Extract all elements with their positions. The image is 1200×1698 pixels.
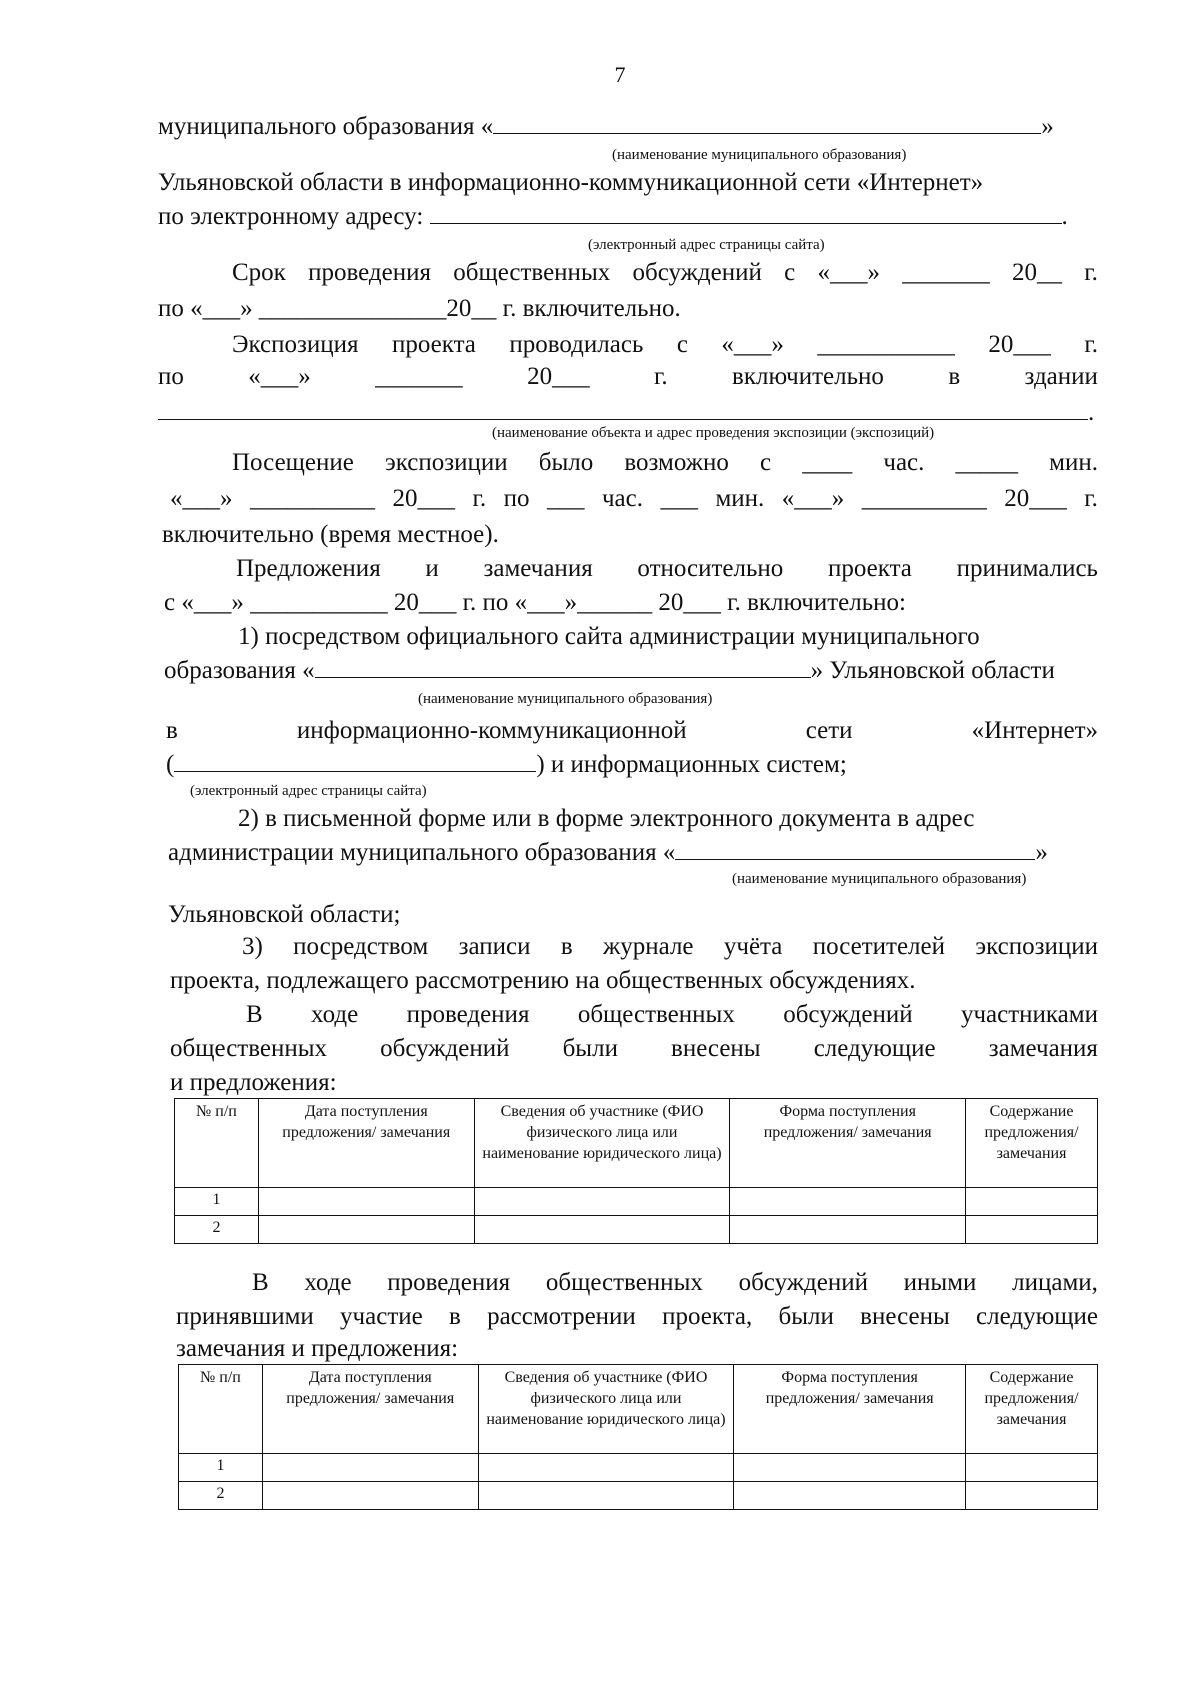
- municipality-line: [158, 112, 1098, 142]
- row-number: 1: [175, 1188, 259, 1216]
- word: ___: [660, 485, 698, 512]
- word: ходе: [304, 1269, 352, 1296]
- internet-line: [158, 168, 1098, 198]
- table-cell[interactable]: [474, 1188, 730, 1216]
- word: с: [760, 449, 772, 476]
- word: проекта: [827, 555, 912, 582]
- item2-line-1: [238, 804, 1098, 834]
- word: с: [784, 259, 796, 286]
- item2-prefix: администрации муниципального образования «: [168, 839, 676, 866]
- word: ___: [547, 485, 585, 512]
- item2-text: 2) в письменной форме или в форме электронного документа в адрес: [238, 805, 975, 832]
- during2-line-1: [252, 1268, 1098, 1298]
- municipality-prefix: муниципального образования «: [158, 113, 494, 140]
- table-cell[interactable]: [966, 1454, 1098, 1482]
- word: «___»: [721, 331, 784, 358]
- word: участие: [340, 1303, 423, 1330]
- expo-location-blank: [158, 398, 1088, 420]
- internet-line-text: Ульяновской области в информационно-коммуникационной сети «Интернет»: [158, 169, 984, 196]
- word: 20___: [1004, 485, 1067, 512]
- expo-line-2: [158, 362, 1098, 392]
- item1-address-blank: [174, 750, 536, 772]
- word: __________: [249, 485, 375, 512]
- item3-line-1: [242, 932, 1098, 962]
- word: следующие: [976, 1303, 1098, 1330]
- word: ____: [802, 449, 853, 476]
- word: «___»: [170, 485, 233, 512]
- word: иными: [903, 1269, 977, 1296]
- col-form: Форма поступления предложения/ замечания: [730, 1099, 966, 1188]
- word: Экспозиция: [232, 331, 359, 358]
- email-address-label: по электронному адресу:: [158, 203, 424, 230]
- word: В: [246, 1001, 263, 1028]
- word: ходе: [311, 1001, 359, 1028]
- word: в: [166, 717, 178, 744]
- item1-text: 1) посредством официального сайта администрации муниципального: [238, 623, 980, 650]
- word: рассмотрении: [487, 1303, 636, 1330]
- word: с: [676, 331, 688, 358]
- during2-line-2: [176, 1302, 1098, 1332]
- word: включительно: [732, 363, 884, 390]
- caption-site-address-1: (электронный адрес страницы сайта): [588, 237, 825, 253]
- table-cell[interactable]: [474, 1216, 730, 1244]
- col-content: Содержание предложения/ замечания: [966, 1099, 1098, 1188]
- word: возможно: [624, 449, 729, 476]
- col-participant: Сведения об участнике (ФИО физического лица или наименование юридического лица): [474, 1099, 730, 1188]
- table-cell[interactable]: [258, 1188, 474, 1216]
- item1-prefix: образования «: [164, 657, 315, 684]
- col-number: № п/п: [179, 1365, 263, 1454]
- during1-line-1: [246, 1000, 1098, 1030]
- word: 20___: [527, 363, 590, 390]
- word: 3): [242, 933, 263, 960]
- word: г.: [653, 363, 668, 390]
- visit-line-2: [170, 484, 1098, 514]
- word: в: [560, 933, 573, 960]
- word: В: [252, 1269, 269, 1296]
- word: экспозиции: [975, 933, 1098, 960]
- word: внесены: [671, 1035, 761, 1062]
- word: журнале: [602, 933, 694, 960]
- word: обсуждений: [783, 1001, 913, 1028]
- expo-location-end: .: [1088, 399, 1095, 426]
- word: обсуждений: [380, 1035, 510, 1062]
- word: сети: [805, 717, 853, 744]
- table-cell[interactable]: [730, 1216, 966, 1244]
- paren-open: (: [166, 751, 175, 778]
- word: принявшими: [176, 1303, 314, 1330]
- word: было: [538, 449, 594, 476]
- col-form: Форма поступления предложения/ замечания: [734, 1365, 966, 1454]
- word: г.: [1084, 259, 1098, 286]
- col-date: Дата поступления предложения/ замечания: [262, 1365, 478, 1454]
- word: принимались: [956, 555, 1098, 582]
- word: проекта,: [662, 1303, 753, 1330]
- word: 20___: [988, 331, 1051, 358]
- word: учёта: [723, 933, 783, 960]
- municipality-suffix: »: [1041, 113, 1054, 140]
- table-header-row: [175, 1099, 1098, 1188]
- word: «___»: [781, 485, 845, 512]
- item1-line-2: [164, 656, 1098, 686]
- word: внесены: [860, 1303, 950, 1330]
- email-address-end: .: [1061, 203, 1068, 230]
- word: час.: [883, 449, 925, 476]
- table-cell[interactable]: [262, 1454, 478, 1482]
- word: и: [425, 555, 439, 582]
- word: в: [948, 363, 961, 390]
- word: Посещение: [232, 449, 354, 476]
- word: _______: [902, 259, 990, 286]
- word: «Интернет»: [971, 717, 1098, 744]
- word: по: [503, 485, 530, 512]
- item2-line-3: Ульяновской области;: [168, 901, 401, 928]
- word: ___________: [817, 331, 955, 358]
- page-number: 7: [614, 62, 626, 87]
- term-line-1: [232, 258, 1098, 288]
- word: проведения: [387, 1269, 511, 1296]
- table-cell[interactable]: [966, 1216, 1098, 1244]
- table-header-row: [179, 1365, 1098, 1454]
- municipality-blank: [493, 112, 1041, 134]
- table-cell[interactable]: [262, 1482, 478, 1510]
- word: мин.: [715, 485, 765, 512]
- word: информационно-коммуникационной: [296, 717, 687, 744]
- word: мин.: [1049, 449, 1098, 476]
- word: замечания: [483, 555, 593, 582]
- item3-line-2: проекта, подлежащего рассмотрению на общественных обсуждениях.: [170, 967, 916, 994]
- word: были: [778, 1303, 834, 1330]
- item1-line-4: [166, 750, 847, 780]
- word: обсуждений: [632, 259, 762, 286]
- row-number: 2: [179, 1482, 263, 1510]
- col-participant: Сведения об участнике (ФИО физического лица или наименование юридического лица): [478, 1365, 734, 1454]
- item2-suffix: »: [1035, 839, 1048, 866]
- item2-municipality-blank: [675, 838, 1035, 860]
- table-row: [179, 1454, 1098, 1482]
- word: час.: [601, 485, 643, 512]
- other-persons-table: [178, 1364, 1098, 1510]
- table-row: [175, 1216, 1098, 1244]
- table-cell[interactable]: [734, 1454, 966, 1482]
- item2-line-2: [168, 838, 1098, 868]
- word: посредством: [293, 933, 429, 960]
- word: 20__: [1012, 259, 1062, 286]
- table-cell[interactable]: [730, 1188, 966, 1216]
- table-cell[interactable]: [258, 1216, 474, 1244]
- word: общественных: [453, 259, 611, 286]
- word: экспозиции: [385, 449, 508, 476]
- word: в: [448, 1303, 461, 1330]
- proposals-line-1: [236, 554, 1098, 584]
- col-number: № п/п: [175, 1099, 259, 1188]
- during1-line-3: и предложения:: [170, 1069, 337, 1096]
- table-cell[interactable]: [478, 1482, 734, 1510]
- term-line-2: по «___» _______________20__ г. включительно.: [158, 295, 681, 322]
- word: проводилась: [509, 331, 644, 358]
- word: проведения: [406, 1001, 530, 1028]
- word: посетителей: [812, 933, 945, 960]
- word: замечания: [988, 1035, 1098, 1062]
- col-date: Дата поступления предложения/ замечания: [258, 1099, 474, 1188]
- word: относительно: [637, 555, 784, 582]
- during1-line-2: [170, 1034, 1098, 1064]
- row-number: 2: [175, 1216, 259, 1244]
- email-address-blank: [430, 202, 1062, 224]
- word: по: [158, 363, 184, 390]
- participants-table: [174, 1098, 1098, 1244]
- word: обсуждений: [738, 1269, 868, 1296]
- word: г.: [472, 485, 487, 512]
- word: следующие: [813, 1035, 936, 1062]
- caption-municipality-2: (наименование муниципального образования): [418, 691, 713, 707]
- table-cell[interactable]: [966, 1482, 1098, 1510]
- during2-line-3: замечания и предложения:: [176, 1335, 459, 1362]
- word: записи: [458, 933, 531, 960]
- word: здании: [1024, 363, 1098, 390]
- word: участниками: [960, 1001, 1098, 1028]
- word: г.: [1084, 331, 1098, 358]
- word: Срок: [232, 259, 286, 286]
- word: проекта: [391, 331, 476, 358]
- caption-municipality-1: (наименование муниципального образования): [612, 147, 907, 163]
- table-row: [179, 1482, 1098, 1510]
- word: _______: [375, 363, 463, 390]
- word: Предложения: [236, 555, 381, 582]
- word: г.: [1084, 485, 1098, 512]
- caption-municipality-3: (наименование муниципального образования): [732, 871, 1027, 887]
- proposals-line-2: с «___» ___________ 20___ г. по «___»______ 20___ г. включительно:: [164, 589, 906, 616]
- table-cell[interactable]: [478, 1454, 734, 1482]
- word: общественных: [170, 1035, 328, 1062]
- email-address-line: [158, 202, 1098, 232]
- item1-municipality-blank: [315, 656, 811, 678]
- item1-systems-text: ) и информационных систем;: [536, 751, 847, 778]
- expo-line-1: [232, 330, 1098, 360]
- word: _____: [955, 449, 1019, 476]
- col-content: Содержание предложения/ замечания: [966, 1365, 1098, 1454]
- word: общественных: [577, 1001, 735, 1028]
- table-row: [175, 1188, 1098, 1216]
- row-number: 1: [179, 1454, 263, 1482]
- word: «___»: [817, 259, 880, 286]
- word: лицами,: [1012, 1269, 1098, 1296]
- table-cell[interactable]: [966, 1188, 1098, 1216]
- table-cell[interactable]: [734, 1482, 966, 1510]
- word: проведения: [308, 259, 431, 286]
- visit-line-3: включительно (время местное).: [162, 521, 499, 548]
- word: «___»: [248, 363, 311, 390]
- visit-line-1: [232, 448, 1098, 478]
- item1-suffix: » Ульяновской области: [810, 657, 1055, 684]
- word: были: [562, 1035, 618, 1062]
- item1-line-1: [238, 622, 1098, 652]
- word: 20___: [392, 485, 455, 512]
- caption-expo-location: (наименование объекта и адрес проведения экспозиции (экспозиций): [492, 425, 935, 441]
- word: __________: [861, 485, 987, 512]
- caption-site-address-2: (электронный адрес страницы сайта): [190, 783, 427, 799]
- word: общественных: [545, 1269, 703, 1296]
- item1-line-3: [166, 716, 1098, 746]
